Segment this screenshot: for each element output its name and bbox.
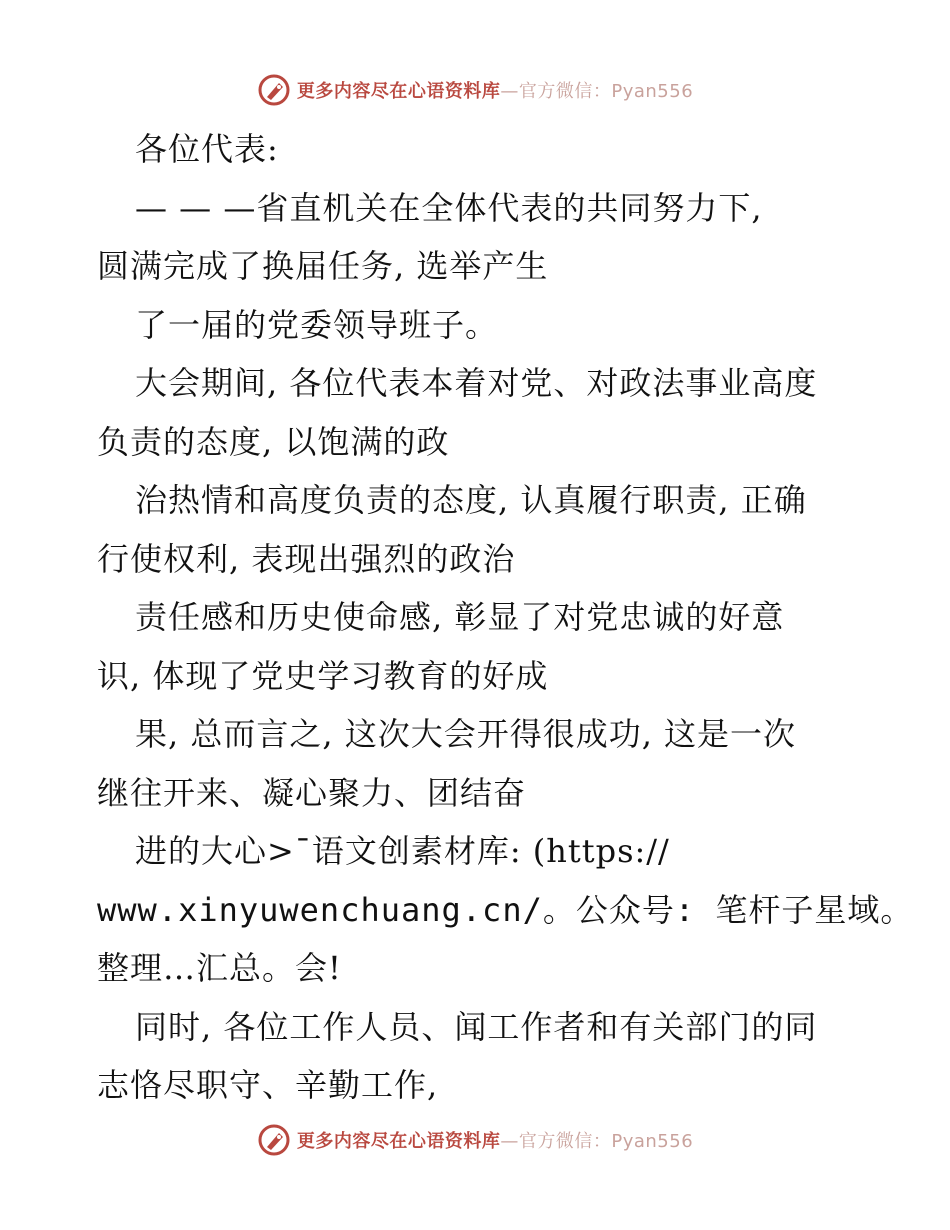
document-line: www.xinyuwenchuang.cn/。公众号: 笔杆子星域。 [97, 890, 914, 929]
document-line: 圆满完成了换届任务, 选举产生 [97, 247, 549, 285]
footer-banner-highlight: 更多内容尽在心语资料库 [296, 1131, 501, 1152]
document-line: 了一届的党委领导班子。 [135, 305, 499, 344]
document-line: 整理…汇总。会! [97, 949, 342, 987]
document-line: 果, 总而言之, 这次大会开得很成功, 这是一次 [135, 715, 797, 753]
document-body [97, 120, 914, 1115]
document-line: 进的大心>¯语文创素材库: (https:// [135, 832, 670, 870]
header-banner-highlight: 更多内容尽在心语资料库 [296, 81, 501, 102]
header-banner [0, 70, 950, 110]
document-line: 继往开来、凝心聚力、团结奋 [97, 773, 527, 812]
document-line: 同时, 各位工作人员、闻工作者和有关部门的同 [135, 1007, 818, 1046]
header-banner-wechat: —官方微信：Pyan556 [500, 81, 694, 102]
header-banner-text [297, 77, 693, 103]
document-line: — — —省直机关在全体代表的共同努力下, [135, 188, 763, 227]
footer-banner-wechat: —官方微信：Pyan556 [500, 1131, 694, 1152]
document-line: 责任感和历史使命感, 彰显了对党忠诚的好意 [135, 598, 785, 636]
document-line: 各位代表: [135, 130, 279, 168]
document-line: 志恪尽职守、辛勤工作, [97, 1066, 439, 1104]
footer-banner-text [297, 1127, 693, 1153]
document-line: 行使权利, 表现出强烈的政治 [97, 539, 516, 578]
document-line: 大会期间, 各位代表本着对党、对政法事业高度 [135, 364, 818, 402]
pen-nib-logo-icon [257, 1123, 291, 1157]
document-line: 治热情和高度负责的态度, 认真履行职责, 正确 [135, 481, 807, 519]
document-line: 负责的态度, 以饱满的政 [97, 422, 450, 461]
document-line: 识, 体现了党史学习教育的好成 [97, 656, 549, 695]
pen-nib-logo-icon [257, 73, 291, 107]
footer-banner [0, 1120, 950, 1160]
